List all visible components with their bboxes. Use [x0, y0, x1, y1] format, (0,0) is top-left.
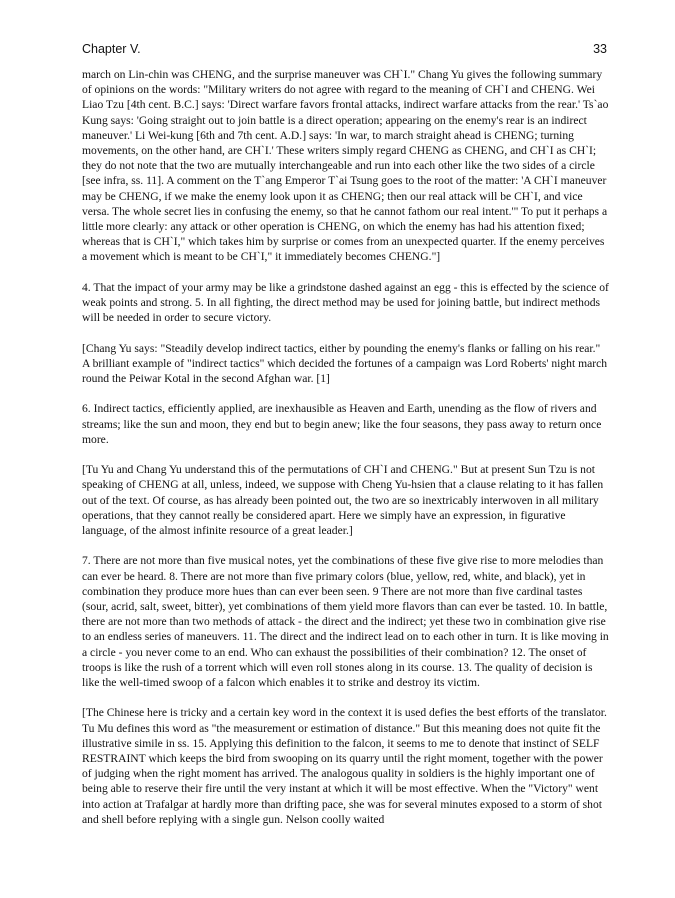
paragraph: [The Chinese here is tricky and a certain key word in the context it is used defies the best efforts of the translator. Tu Mu defines this word as "the measurement or estimation of distance." But this meaning does not quite fit the illustrative simile in ss. 15. Applying this definition to the falcon, it seems to me to denote that instinct of SELF RESTRAINT which keeps the bird from swooping on its quarry until the right moment, together with the power of judging when the right moment has arrived. The analogous quality in soldiers is the highly important one of being able to reserve their fire until the very instant at which it will be most effective. When the "Victory" went into action at Trafalgar at hardly more than drifting pace, she was for several minutes exposed to a storm of shot and shell before replying with a single gun. Nelson coolly waited — [82, 706, 607, 826]
page-number: 33 — [593, 42, 607, 56]
paragraph: [Chang Yu says: "Steadily develop indirect tactics, either by pounding the enemy's flanks or falling on his rear." A brilliant example of "indirect tactics" which decided the fortunes of a campaign was Lord Roberts' night march round the Peiwar Kotal in the second Afghan war. [1] — [82, 341, 608, 386]
paragraph: 4. That the impact of your army may be like a grindstone dashed against an egg - this is effected by the science of weak points and strong. 5. In all fighting, the direct method may be used for joining battle, but indirect methods will be needed in order to secure victory. — [82, 280, 609, 325]
chapter-title: Chapter V. — [82, 42, 141, 56]
paragraph: 6. Indirect tactics, efficiently applied, are inexhausible as Heaven and Earth, unending as the flow of rivers and streams; like the sun and moon, they end but to begin anew; like the four seasons, they pass away to return once more. — [82, 402, 602, 446]
paragraph: 7. There are not more than five musical notes, yet the combinations of these five give rise to more melodies than can ever be heard. 8. There are not more than five primary colors (blue, yellow, red, white, and black), yet in combination they produce more hues than can ever been seen. 9 There are not more than five cardinal tastes (sour, acrid, salt, sweet, bitter), yet combinations of them yield more flavors than can ever be tasted. 10. In battle, there are not more than two methods of attack - the direct and the indirect; yet these two in combination give rise to an endless series of maneuvers. 11. The direct and the indirect lead on to each other in turn. It is like moving in a circle - you never come to an end. Who can exhaust the possibilities of their combination? 12. The onset of troops is like the rush of a torrent which will even roll stones along in its course. 13. The quality of decision is like the well-timed swoop of a falcon which enables it to strike and destroy its victim. — [82, 554, 609, 690]
page-body — [82, 67, 610, 842]
paragraph: march on Lin-chin was CHENG, and the surprise maneuver was CH`I." Chang Yu gives the following summary of opinions on the words: "Military writers do not agree with regard to the meaning of CH`I and CHENG. Wei Liao Tzu [4th cent. B.C.] says: 'Direct warfare favors frontal attacks, indirect warfare attacks from the rear.' Ts`ao Kung says: 'Going straight out to join battle is a direct operation; appearing on the enemy's rear is an indirect maneuver.' Li Wei-kung [6th and 7th cent. A.D.] says: 'In war, to march straight ahead is CHENG; turning movements, on the other hand, are CH`I.' These writers simply regard CHENG as CHENG, and CH`I as CH`I; they do not note that the two are mutually interchangeable and run into each other like the two sides of a circle [see infra, ss. 11]. A comment on the T`ang Emperor T`ai Tsung goes to the root of the matter: 'A CH`I maneuver may be CHENG, if we make the enemy look upon it as CHENG; then our real attack will be CH`I, and vice versa. The whole secret lies in confusing the enemy, so that he cannot fathom our real intent.'" To put it perhaps a little more clearly: any attack or other operation is CHENG, on which the enemy has had his attention fixed; whereas that is CH`I," which takes him by surprise or comes from an unexpected quarter. If the enemy perceives a movement which is meant to be CH`I," it immediately becomes CHENG."] — [82, 68, 609, 264]
page-header — [82, 42, 607, 56]
paragraph: [Tu Yu and Chang Yu understand this of the permutations of CH`I and CHENG." But at present Sun Tzu is not speaking of CHENG at all, unless, indeed, we suppose with Cheng Yu-hsien that a clause relating to it has fallen out of the text. Of course, as has already been pointed out, the two are so inextricably interwoven in all military operations, that they cannot really be considered apart. Here we simply have an expression, in figurative language, of the almost infinite resource of a great leader.] — [82, 463, 604, 538]
